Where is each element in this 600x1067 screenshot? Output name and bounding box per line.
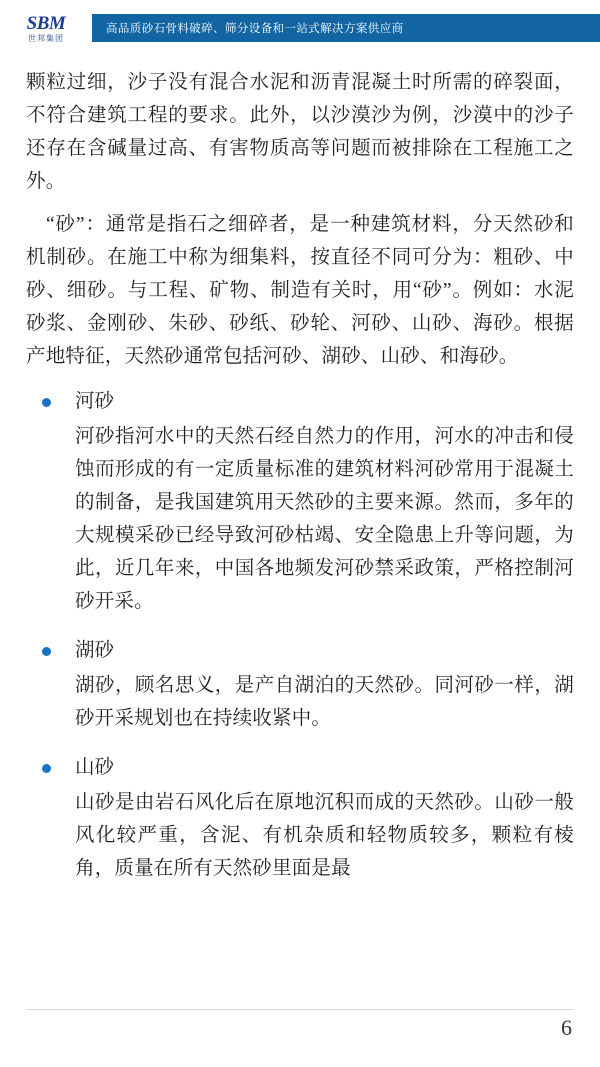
list-item-title: 河砂: [75, 391, 115, 412]
list-item-title: 山砂: [75, 757, 115, 778]
list-item-heading: [26, 634, 574, 667]
paragraph: 颗粒过细，沙子没有混合水泥和沥青混凝土时所需的碎裂面，不符合建筑工程的要求。此外，以沙漠沙为例，沙漠中的沙子还存在含碱量过高、有害物质高等问题而被排除在工程施工之外。: [26, 72, 574, 192]
header-banner-text: 高品质砂石骨料破碎、筛分设备和一站式解决方案供应商: [106, 23, 404, 35]
list-item-title: 湖砂: [75, 640, 115, 661]
list-item: [26, 385, 574, 618]
document-body: [0, 56, 600, 885]
list-item-body: 山砂是由岩石风化后在原地沉积而成的天然砂。山砂一般风化较严重，含泥、有机杂质和轻物质较多，颗粒有棱角，质量在所有天然砂里面是最: [75, 792, 574, 879]
brand-logo: [0, 0, 92, 56]
bullet-dot-icon: [42, 647, 51, 656]
logo-mark-text: SBM: [26, 12, 66, 34]
bullet-dot-icon: [42, 398, 51, 407]
page-header: [0, 0, 600, 56]
page-number: 6: [561, 1015, 572, 1040]
list-item: [26, 751, 574, 885]
list-item: [26, 634, 574, 735]
list-item-body: 湖砂，顾名思义，是产自湖泊的天然砂。同河砂一样，湖砂开采规划也在持续收紧中。: [75, 675, 574, 729]
page-footer: [0, 1009, 600, 1067]
bullet-dot-icon: [42, 764, 51, 773]
list-item-heading: [26, 751, 574, 784]
paragraph: “砂”：通常是指石之细碎者，是一种建筑材料，分天然砂和机制砂。在施工中称为细集料，按直径不同可分为：粗砂、中砂、细砂。与工程、矿物、制造有关时，用“砂”。例如：水泥砂浆、金刚砂、朱砂、砂纸、砂轮、河砂、山砂、海砂。根据产地特征，天然砂通常包括河砂、湖砂、山砂、和海砂。: [26, 214, 574, 367]
list-item-heading: [26, 385, 574, 418]
footer-divider: [26, 1009, 574, 1010]
header-banner: [92, 14, 600, 42]
bullet-list: [26, 385, 574, 885]
logo-subtitle-text: 世邦集团: [28, 33, 64, 43]
list-item-body: 河砂指河水中的天然石经自然力的作用，河水的冲击和侵蚀而形成的有一定质量标准的建筑材料河砂常用于混凝土的制备，是我国建筑用天然砂的主要来源。然而，多年的大规模采砂已经导致河砂枯竭、安全隐患上升等问题，为此，近几年来，中国各地频发河砂禁采政策，严格控制河砂开采。: [75, 426, 574, 612]
